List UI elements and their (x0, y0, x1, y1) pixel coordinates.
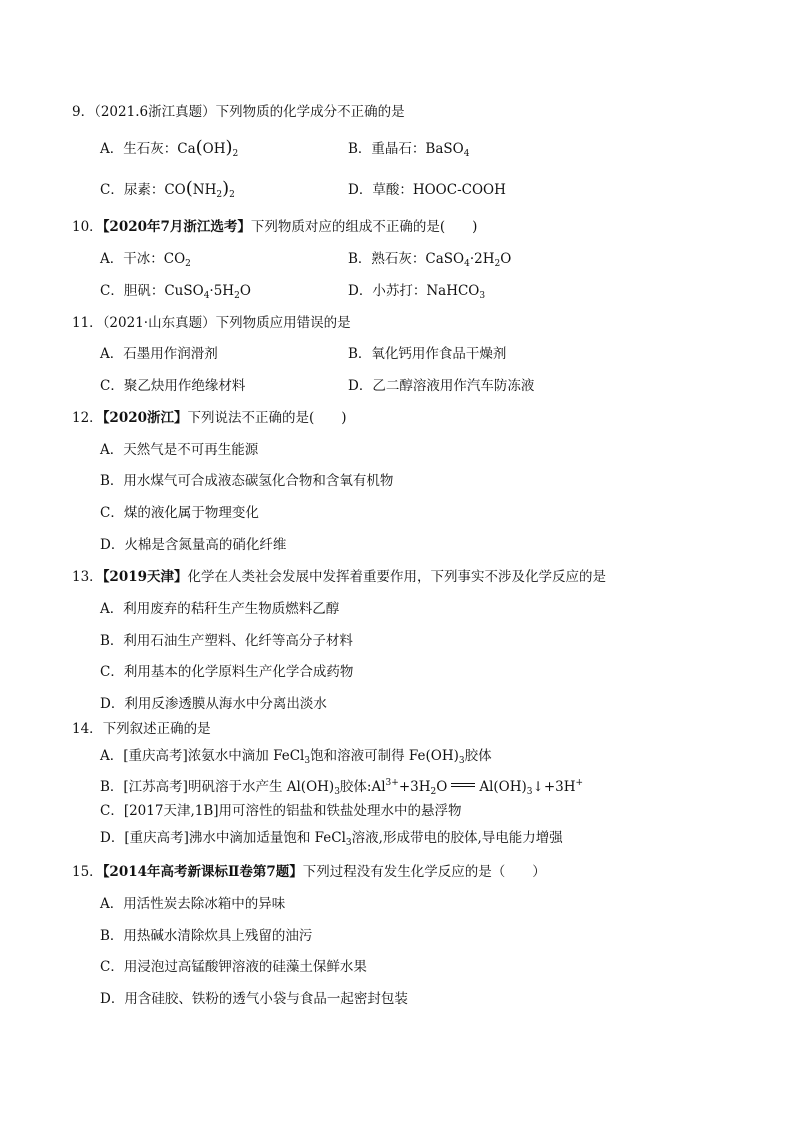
option-c: C．[2017天津,1B]用可溶性的铝盐和铁盐处理水中的悬浮物 (100, 803, 462, 819)
question-number: 11． (72, 315, 103, 331)
question-number: 9． (72, 104, 95, 120)
option-d: D．小苏打：NaHCO$_3$ (348, 283, 486, 301)
option-d: D．[重庆高考]沸水中滴加适量饱和 FeCl$_3$溶液,形成带电的胶体,导电能力增强 (100, 830, 563, 848)
question-13 (72, 568, 606, 586)
question-11 (72, 314, 351, 332)
option-b: B．[江苏高考]明矾溶于水产生 $Al(OH)_3$胶体$:Al^{3+}+3H_2O$ $Al(OH)_3↓+3H^+$ (100, 778, 584, 797)
option-c: C．胆矾：$CuSO_4\cdot 5H_2O$ (100, 283, 251, 301)
option-b: B．用热碱水清除炊具上残留的油污 (100, 928, 313, 944)
option-c: C．聚乙炔用作绝缘材料 (100, 378, 246, 394)
option-b: B．氧化钙用作食品干燥剂 (348, 346, 507, 362)
question-12 (72, 409, 347, 427)
question-number: 12． (72, 410, 103, 426)
question-9 (72, 103, 405, 121)
question-stem: 下列物质对应的组成不正确的是( ) (250, 219, 478, 235)
question-stem: 下列过程没有发生化学反应的是（ ） (302, 864, 546, 880)
option-a: A．利用废弃的秸秆生产生物质燃料乙醇 (100, 601, 340, 617)
option-a: A．生石灰：$Ca(OH)_2$ (100, 137, 239, 159)
question-14 (72, 720, 211, 738)
option-b: B．用水煤气可合成液态碳氢化合物和含氧有机物 (100, 473, 394, 489)
question-number: 14． (72, 721, 103, 737)
option-c: C．尿素：$CO(NH_2)_2$ (100, 178, 235, 200)
question-15 (72, 863, 546, 881)
option-a: A．[重庆高考]浓氨水中滴加 FeCl$_3$饱和溶液可制得 $Fe(OH)_3$胶体 (100, 748, 492, 766)
option-a: A．天然气是不可再生能源 (100, 442, 259, 458)
question-stem: 下列物质应用错误的是 (215, 315, 351, 331)
question-number: 15． (72, 864, 103, 880)
question-source: 【2020年7月浙江选考】 (102, 219, 251, 235)
option-b: B．熟石灰：$CaSO_4\cdot 2H_2O$ (348, 251, 512, 269)
option-b: B．重晶石：BaSO$_4$ (348, 141, 470, 159)
option-a: A．干冰：$CO_2$ (100, 251, 191, 269)
question-stem: 下列物质的化学成分不正确的是 (215, 104, 405, 120)
question-10 (72, 218, 477, 236)
question-source: （2021·山东真题） (102, 315, 216, 331)
question-number: 10． (72, 219, 103, 235)
option-d: D．草酸：HOOC-COOH (348, 182, 506, 198)
question-source: （2021.6浙江真题） (94, 104, 216, 120)
option-a: A．石墨用作润滑剂 (100, 346, 218, 362)
question-source: 【2014年高考新课标Ⅱ卷第7题】 (102, 864, 303, 880)
option-d: D．利用反渗透膜从海水中分离出淡水 (100, 696, 327, 712)
option-c: C．煤的液化属于物理变化 (100, 505, 259, 521)
question-stem: 化学在人类社会发展中发挥着重要作用，下列事实不涉及化学反应的是 (187, 569, 607, 585)
option-d: D．用含硅胶、铁粉的透气小袋与食品一起密封包装 (100, 991, 408, 1007)
question-source: 【2019天津】 (102, 569, 188, 585)
option-d: D．火棉是含氮量高的硝化纤维 (100, 537, 287, 553)
option-a: A．用活性炭去除冰箱中的异味 (100, 896, 286, 912)
question-number: 13． (72, 569, 103, 585)
option-c: C．利用基本的化学原料生产化学合成药物 (100, 664, 354, 680)
equilibrium-sign-icon (451, 783, 475, 787)
question-stem: 下列说法不正确的是( ) (187, 410, 347, 426)
option-b: B．利用石油生产塑料、化纤等高分子材料 (100, 633, 353, 649)
question-source: 【2020浙江】 (102, 410, 188, 426)
option-d: D．乙二醇溶液用作汽车防冻液 (348, 378, 535, 394)
option-c: C．用浸泡过高锰酸钾溶液的硅藻土保鲜水果 (100, 959, 367, 975)
question-stem: 下列叙述正确的是 (102, 721, 211, 737)
